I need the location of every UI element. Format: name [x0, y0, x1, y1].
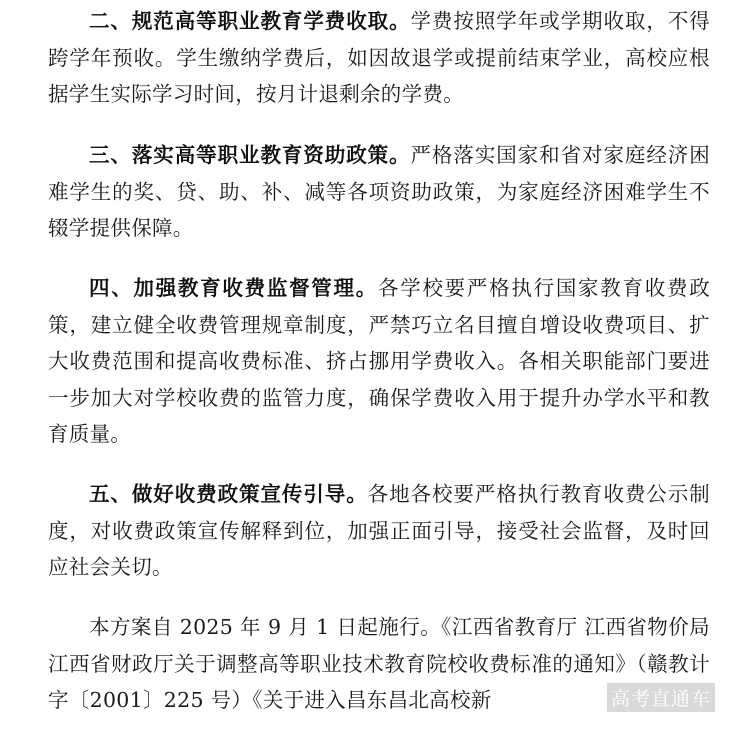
paragraph-financial-aid [48, 137, 710, 247]
paragraph-body-2: 学费按照学年或学期收取，不得跨学年预收。学生缴纳学费后，如因故退学或提前结束学业，高校应根据学生实际学习时间，按月计退剩余的学费。 [48, 9, 711, 106]
section-heading-5: 五、做好收费政策宣传引导。 [89, 482, 368, 506]
paragraph-body-3: 严格落实国家和省对家庭经济困难学生的奖、贷、助、补、减等各项资助政策，为家庭经济困难学生不辍学提供保障。 [48, 143, 711, 240]
section-heading-3: 三、落实高等职业教育资助政策。 [89, 143, 411, 167]
paragraph-policy-publicity [48, 476, 710, 586]
paragraph-body-6: 本方案自 2025 年 9 月 1 日起施行。《江西省教育厅 江西省物价局 江西省财政厅关于调整高等职业技术教育院校收费标准的通知》（赣教计字〔2001〕225 号）《关于进入昌东昌北高校新 [48, 615, 710, 712]
paragraph-tuition-collection [48, 3, 710, 113]
paragraph-body-5: 各地各校要严格执行教育收费公示制度，对收费政策宣传解释到位，加强正面引导，接受社会监督，及时回应社会关切。 [48, 482, 710, 579]
section-heading-4: 四、加强教育收费监督管理。 [89, 276, 378, 300]
paragraph-fee-supervision [48, 270, 710, 453]
paragraph-body-4: 各学校要严格执行国家教育收费政策，建立健全收费管理规章制度，严禁巧立名目擅自增设收费项目、扩大收费范围和提高收费标准、挤占挪用学费收入。各相关职能部门要进一步加大对学校收费的监管力度，确保学费收入用于提升办学水平和教育质量。 [48, 276, 710, 446]
section-heading-2: 二、规范高等职业教育学费收取。 [89, 9, 411, 33]
watermark: 高考直通车 [607, 683, 715, 712]
